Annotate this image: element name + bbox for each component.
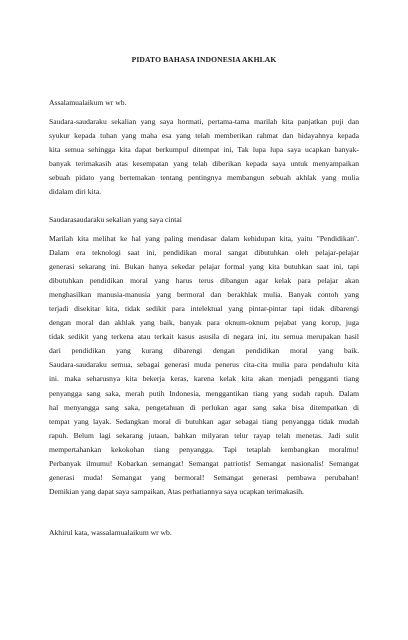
text-line: terjadi disekitar kita, tidak sedikit para intelektual yang pintar-pintar tapi tidak dibarengi [49, 304, 359, 314]
text-line: Saudara-saudaraku sekalian yang saya hormati, pertama-tama marilah kita panjatkan puji dan [49, 117, 359, 126]
greeting: Assalamualaikum wr wb. [49, 98, 127, 107]
text-line: tempat yang layak. Sedangkan moral di butuhkan agar sebagai tiang penyangga tidak mudah [49, 416, 359, 426]
paragraph-opening [49, 115, 359, 199]
text-line: penyangga sang saka, merah putih Indonesia, menggantikan tiang yang sudah rapuh. Dalam [49, 388, 359, 398]
address-line: Saudarasaudaraku sekalian yang saya cintai [49, 215, 182, 224]
text-line: banyak terimakasih atas kesempatan yang telah diberikan kepada saya untuk menyampaikan [49, 159, 359, 169]
text-line: generasi sekarang ini. Bukan hanya sekedar pelajar formal yang kita butuhkan saat ini, tapi [49, 262, 359, 272]
text-line: kita semua sehingga kita dapat berkumpul ditempat ini, Tak lupa lupa saya ucapkan banyak- [49, 145, 359, 155]
text-line: dari pendidikan yang kurang dibarengi dengan pendidikan moral yang baik. [49, 346, 359, 356]
text-line: generasi muda! Semangat yang bermoral! Semangat generasi pembawa perubahan! [49, 472, 359, 482]
text-line: menghasilkan manusia-manusia yang bermoral dan berakhlak mulia. Banyak contoh yang [49, 290, 359, 300]
text-line: ini. maka seharusnya kita bekerja keras, karena kelak kita akan menjadi pengganti tiang [49, 374, 359, 384]
paragraph-body [49, 232, 359, 499]
text-line: hal menyangga sang saka, pengetahuan di perlukan agar sang saka bisa ditempatkan di [49, 402, 359, 412]
text-line: didalam diri kita. [49, 187, 102, 197]
text-line: Demikian yang dapat saya sampaikan, Atas perhatiannya saya ucapkan terimakasih. [49, 486, 304, 496]
document-title: PIDATO BAHASA INDONESIA AKHLAK [131, 55, 277, 64]
text-line: tidak sedikit yang terkena atau terkait kasus asusila di negara ini, itu semua merupakan hasil [49, 332, 359, 342]
text-line: Dalam era teknologi saat ini, pendidikan moral sangat dibutuhkan oleh pelajar-pelajar [49, 248, 359, 258]
text-line: sebuah pidato yang bertemakan tentang pentingnya membangun sebuah akhlak yang mulia [49, 173, 359, 183]
text-line: rapuh. Belum lagi sekarang jutaan, bahkan milyaran telur rayap telah menetas. Jadi sulit [49, 430, 359, 440]
text-line: syukur kepada tuhan yang maha esa yang telah memberikan rahmat dan hidayahnya kepada [49, 131, 359, 141]
text-line: Perbanyak ilmumu! Kobarkan semangat! Semangat patriotis! Semangat nasionalis! Semangat [49, 458, 359, 468]
text-line: Saudara-saudaraku semua, sebagai generasi muda penerus cita-cita mulia para pendahulu kita [49, 360, 359, 370]
text-line: mempertahankan kekokohan tiang penyangga. Tapi tetaplah kembangkan moralmu! [49, 444, 359, 454]
text-line: dibutuhkan pendidikan moral yang harus terus dibangun agar kelak para pelajar akan [49, 276, 359, 286]
text-line: dengan moral dan akhlak yang baik, banyak para oknum-oknum pejabat yang korup, juga [49, 318, 359, 328]
closing-line: Akhirul kata, wassalamualaikum wr wb. [49, 528, 172, 537]
text-line: Marilah kita melihat ke hal yang paling mendasar dalam kehidupan kita, yaitu "Pendidikan". [49, 234, 359, 243]
